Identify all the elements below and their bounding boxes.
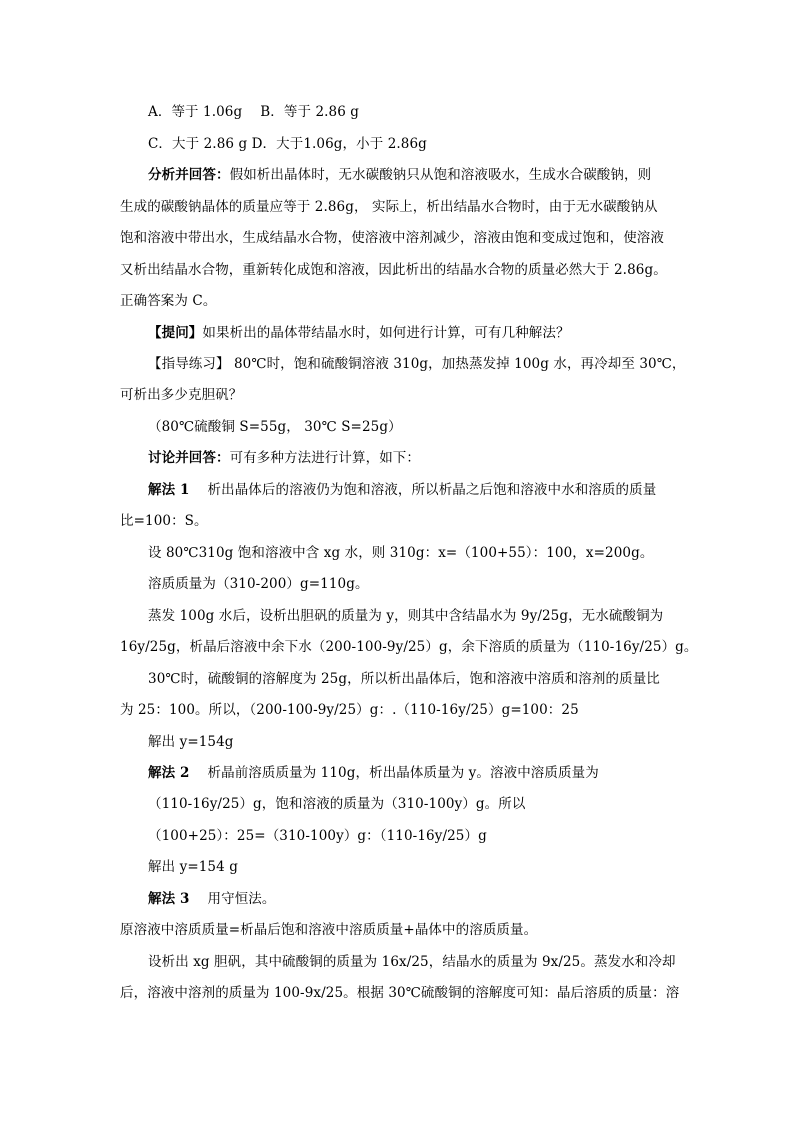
text-line <box>120 228 664 248</box>
method-label-1: 解法 1 <box>148 482 190 498</box>
text-line <box>120 637 698 657</box>
text-line <box>120 511 208 531</box>
paragraph-text: 析晶前溶质质量为 110g，析出晶体质量为 y。溶液中溶质质量为 <box>189 765 599 781</box>
text-line <box>148 102 359 122</box>
paragraph-text: 蒸发 100g 水后，设析出胆矾的质量为 y，则其中含结晶水为 9y/25g，无水硫酸铜为 <box>148 608 664 624</box>
text-line <box>120 385 242 405</box>
text-line <box>148 165 651 185</box>
paragraph-text: 用守恒法。 <box>189 891 276 907</box>
equation-text: 溶质质量为（310-200）g=110g。 <box>148 576 369 592</box>
text-line <box>148 574 369 594</box>
paragraph-text: 析出晶体后的溶液仍为饱和溶液，所以析晶之后饱和溶液中水和溶质的质量 <box>189 482 657 498</box>
text-line <box>148 543 653 563</box>
section-label-question: 【提问】 <box>148 325 203 341</box>
method-label-2: 解法 2 <box>148 765 190 781</box>
text-line <box>120 260 667 280</box>
equation-text: 设 80℃310g 饱和溶液中含 xg 水，则 310g：x=（100+55）：100，x=200g。 <box>148 545 654 561</box>
correct-answer: 正确答案为 C。 <box>120 293 217 309</box>
text-line <box>120 920 537 940</box>
paragraph-text: 饱和溶液中带出水，生成结晶水合物，使溶液中溶剂减少，溶液由饱和变成过饱和，使溶液 <box>120 230 664 246</box>
result-text: 解出 y=154 g <box>148 859 238 875</box>
paragraph-text: 设析出 xg 胆矾，其中硫酸铜的质量为 16x/25，结晶水的质量为 9x/25。蒸发水和冷却 <box>148 954 676 970</box>
section-label-discussion: 讨论并回答： <box>148 450 230 466</box>
equation-text: 为 25：100。所以，（200-100-9y/25）g：.（110-16y/25）g=100：25 <box>120 702 579 718</box>
paragraph-text: 30℃时，硫酸铜的溶解度为 25g，所以析出晶体后，饱和溶液中溶质和溶剂的质量比 <box>148 671 660 687</box>
text-line <box>148 952 676 972</box>
text-line <box>148 323 570 343</box>
paragraph-text: 16y/25g，析晶后溶液中余下水（200-100-9y/25）g，余下溶质的质量为（110-16y/25）g。 <box>120 639 698 655</box>
paragraph-text: （110-16y/25）g，饱和溶液的质量为（310-100y）g。所以 <box>148 796 526 812</box>
result-text: 解出 y=154g <box>148 734 234 750</box>
paragraph-text: 可有多种方法进行计算，如下： <box>229 450 421 466</box>
solubility-note: （80℃硫酸铜 S=55g， 30℃ S=25g） <box>148 419 402 435</box>
answer-option-ab: A．等于 1.06g B．等于 2.86 g <box>148 104 360 120</box>
text-line <box>148 732 234 752</box>
text-line <box>148 669 660 689</box>
answer-option-cd: C．大于 2.86 g D．大于1.06g，小于 2.86g <box>148 136 427 152</box>
text-line <box>148 889 276 909</box>
text-line <box>148 763 599 783</box>
text-line <box>120 983 679 1003</box>
exercise-text: 可析出多少克胆矾？ <box>120 387 243 403</box>
text-line <box>148 794 525 814</box>
text-line <box>120 700 579 720</box>
text-line <box>148 606 663 626</box>
paragraph-text: 如果析出的晶体带结晶水时，如何进行计算，可有几种解法？ <box>202 325 570 341</box>
method-label-3: 解法 3 <box>148 891 190 907</box>
paragraph-text: 假如析出晶体时，无水碳酸钠只从饱和溶液吸水，生成水合碳酸钠，则 <box>229 167 652 183</box>
paragraph-text: 生成的碳酸钠晶体的质量应等于 2.86g， 实际上，析出结晶水合物时，由于无水碳酸钠从 <box>120 199 658 215</box>
exercise-text: 【指导练习】 80℃时，饱和硫酸铜溶液 310g，加热蒸发掉 100g 水，再冷却至 30℃， <box>148 356 686 372</box>
paragraph-text: 比=100：S。 <box>120 513 208 529</box>
text-line <box>148 134 427 154</box>
text-line <box>148 354 686 374</box>
text-line <box>148 417 402 437</box>
text-line <box>148 480 656 500</box>
text-line <box>148 857 238 877</box>
section-label-analysis: 分析并回答： <box>148 167 230 183</box>
text-line <box>148 826 487 846</box>
text-line <box>120 291 216 311</box>
text-line <box>120 197 658 217</box>
equation-text: （100+25）：25=（310-100y）g：（110-16y/25）g <box>148 828 487 844</box>
paragraph-text: 又析出结晶水合物，重新转化成饱和溶液，因此析出的结晶水合物的质量必然大于 2.86g。 <box>120 262 667 278</box>
text-line <box>148 448 420 468</box>
paragraph-text: 后，溶液中溶剂的质量为 100-9x/25。根据 30℃硫酸铜的溶解度可知：晶后溶质的质量：溶 <box>120 985 680 1001</box>
paragraph-text: 原溶液中溶质质量=析晶后饱和溶液中溶质质量+晶体中的溶质质量。 <box>120 922 538 938</box>
